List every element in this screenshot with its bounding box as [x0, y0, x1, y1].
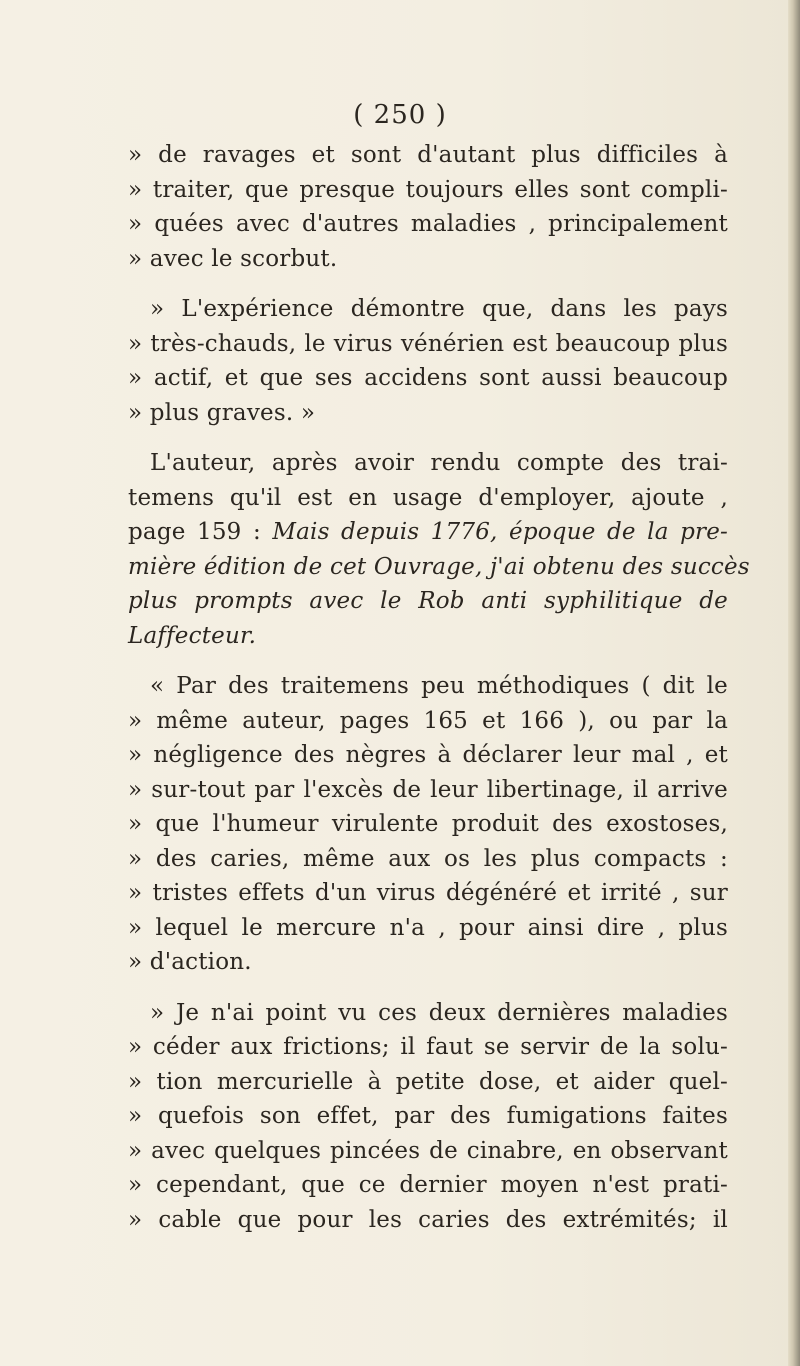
text-line: » des caries, même aux os les plus compacts : — [128, 845, 728, 872]
text-italic: Mais depuis 1776, époque de la pre- — [272, 519, 728, 545]
text-line: » Je n'ai point vu ces deux dernières maladies — [150, 999, 728, 1026]
page-edge — [788, 0, 800, 1366]
text-line: L'auteur, après avoir rendu compte des trai- — [150, 450, 728, 476]
text-line: » traiter, que presque toujours elles sont compli- — [128, 176, 728, 203]
text-line: » très-chauds, le virus vénérien est beaucoup plus — [128, 330, 728, 357]
text-line: » sur-tout par l'excès de leur libertinage, il arrive — [128, 776, 728, 803]
text-line: » cable que pour les caries des extrémités; il — [128, 1206, 728, 1233]
text-line: » quées avec d'autres maladies , principalement — [128, 211, 728, 237]
text-line: » quefois son effet, par des fumigations faites — [128, 1103, 728, 1129]
text-plain: page 159 : — [128, 519, 273, 545]
text-line: Laffecteur. — [128, 622, 257, 649]
text-line: » d'action. — [128, 949, 252, 975]
text-line: » négligence des nègres à déclarer leur mal , et — [128, 742, 728, 768]
paragraph-4 — [128, 669, 728, 980]
text-line: » L'expérience démontre que, dans les pays — [150, 296, 728, 322]
text-line: » plus graves. » — [128, 399, 316, 426]
paragraph-5 — [128, 996, 728, 1238]
text-line: » que l'humeur virulente produit des exostoses, — [128, 811, 728, 837]
text-line: » avec le scorbut. — [128, 245, 338, 272]
paragraph-3 — [128, 446, 750, 653]
paragraph-2 — [128, 292, 728, 430]
text-line: » céder aux frictions; il faut se servir de la solu- — [128, 1034, 728, 1060]
page-number: ( 250 ) — [353, 100, 447, 130]
text-line: temens qu'il est en usage d'employer, ajoute , — [128, 484, 728, 511]
text-line: » tristes effets d'un virus dégénéré et irrité , sur — [128, 880, 728, 906]
text-line: » de ravages et sont d'autant plus difficiles à — [128, 142, 728, 168]
text-line: « Par des traitemens peu méthodiques ( dit le — [150, 673, 728, 699]
text-line: » cependant, que ce dernier moyen n'est prati- — [128, 1172, 728, 1198]
text-line — [128, 515, 728, 550]
page-text — [128, 138, 750, 1237]
text-line: » lequel le mercure n'a , pour ainsi dire , plus — [128, 914, 728, 941]
text-line: » avec quelques pincées de cinabre, en observant — [128, 1137, 728, 1164]
paragraph-1 — [128, 138, 728, 276]
text-line: plus prompts avec le Rob anti syphilitique de — [128, 588, 728, 614]
text-line: mière édition de cet Ouvrage, j'ai obtenu des succès — [128, 553, 750, 580]
text-line: » tion mercurielle à petite dose, et aider quel- — [128, 1068, 728, 1095]
text-line: » même auteur, pages 165 et 166 ), ou par la — [128, 707, 728, 734]
text-line: » actif, et que ses accidens sont aussi beaucoup — [128, 365, 728, 391]
